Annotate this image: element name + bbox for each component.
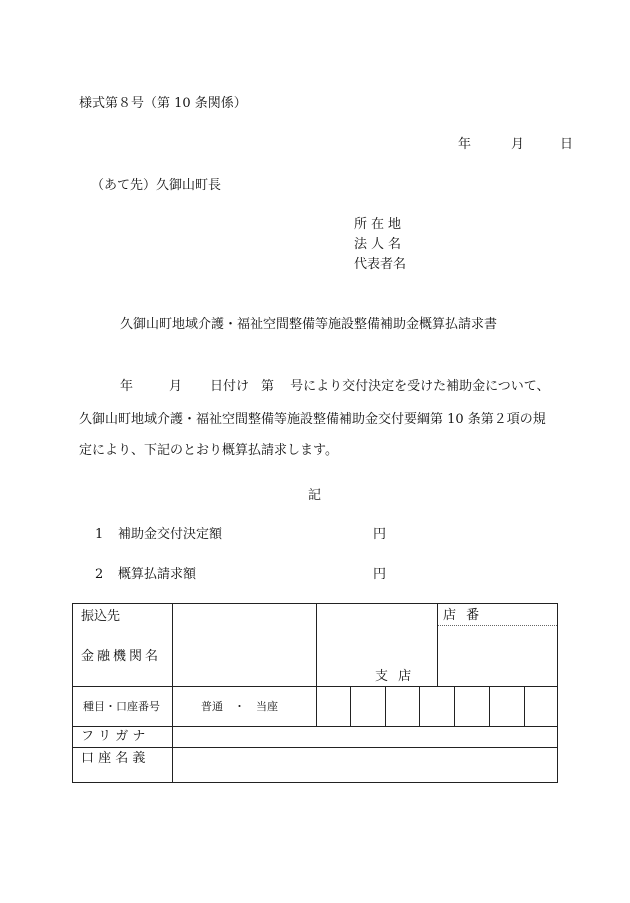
body-line-3: 定により、下記のとおり概算払請求します。 <box>79 443 338 458</box>
account-number-field[interactable] <box>317 687 557 726</box>
account-holder-label: 口 座 名 義 <box>81 751 146 766</box>
item-2-unit: 円 <box>373 567 387 582</box>
item-1-unit: 円 <box>373 527 387 542</box>
document-title: 久御山町地域介護・福祉空間整備等施設整備補助金概算払請求書 <box>120 317 498 332</box>
item-1-number: 1 <box>95 527 104 542</box>
body-line1-rest: 号により交付決定を受けた補助金について、 <box>290 379 550 394</box>
furigana-field[interactable] <box>173 727 557 747</box>
transfer-label: 振込先 <box>81 609 121 624</box>
date-year: 年 <box>458 137 472 152</box>
account-type-value: 普通 ・ 当座 <box>201 700 278 713</box>
body-line-2: 久御山町地域介護・福祉空間整備等施設整備補助金交付要綱第 10 条第２項の規 <box>79 412 546 427</box>
item-2-number: 2 <box>95 567 104 582</box>
form-number: 様式第８号（第 10 条関係） <box>79 96 247 111</box>
applicant-representative-label: 代表者名 <box>354 257 407 272</box>
body-number-prefix: 第 <box>261 379 275 394</box>
furigana-label: フ リ ガ ナ <box>81 729 146 744</box>
branch-name-field[interactable] <box>317 604 437 686</box>
ki-heading: 記 <box>308 488 322 503</box>
applicant-address-label: 所在地 <box>354 217 406 232</box>
date-line <box>458 138 573 151</box>
date-month: 月 <box>511 137 525 152</box>
branch-number-field[interactable] <box>438 626 557 686</box>
account-type-label: 種目・口座番号 <box>83 700 160 713</box>
body-year: 年 <box>120 379 134 394</box>
body-dated: 日付け <box>210 379 250 394</box>
body-month: 月 <box>169 379 183 394</box>
institution-label: 金融機関名 <box>81 649 162 664</box>
addressee: （あて先）久御山町長 <box>91 178 222 193</box>
date-day: 日 <box>560 137 574 152</box>
body-line-1 <box>120 380 550 393</box>
item-2-label: 概算払請求額 <box>118 567 197 582</box>
item-1-label: 補助金交付決定額 <box>118 527 223 542</box>
applicant-corporation-label: 法人名 <box>354 237 406 252</box>
institution-name-field[interactable] <box>173 604 316 686</box>
bank-transfer-table <box>72 603 558 783</box>
branch-label: 支 店 <box>375 669 415 684</box>
account-holder-field[interactable] <box>173 748 557 782</box>
branch-number-label: 店 番 <box>443 608 483 623</box>
